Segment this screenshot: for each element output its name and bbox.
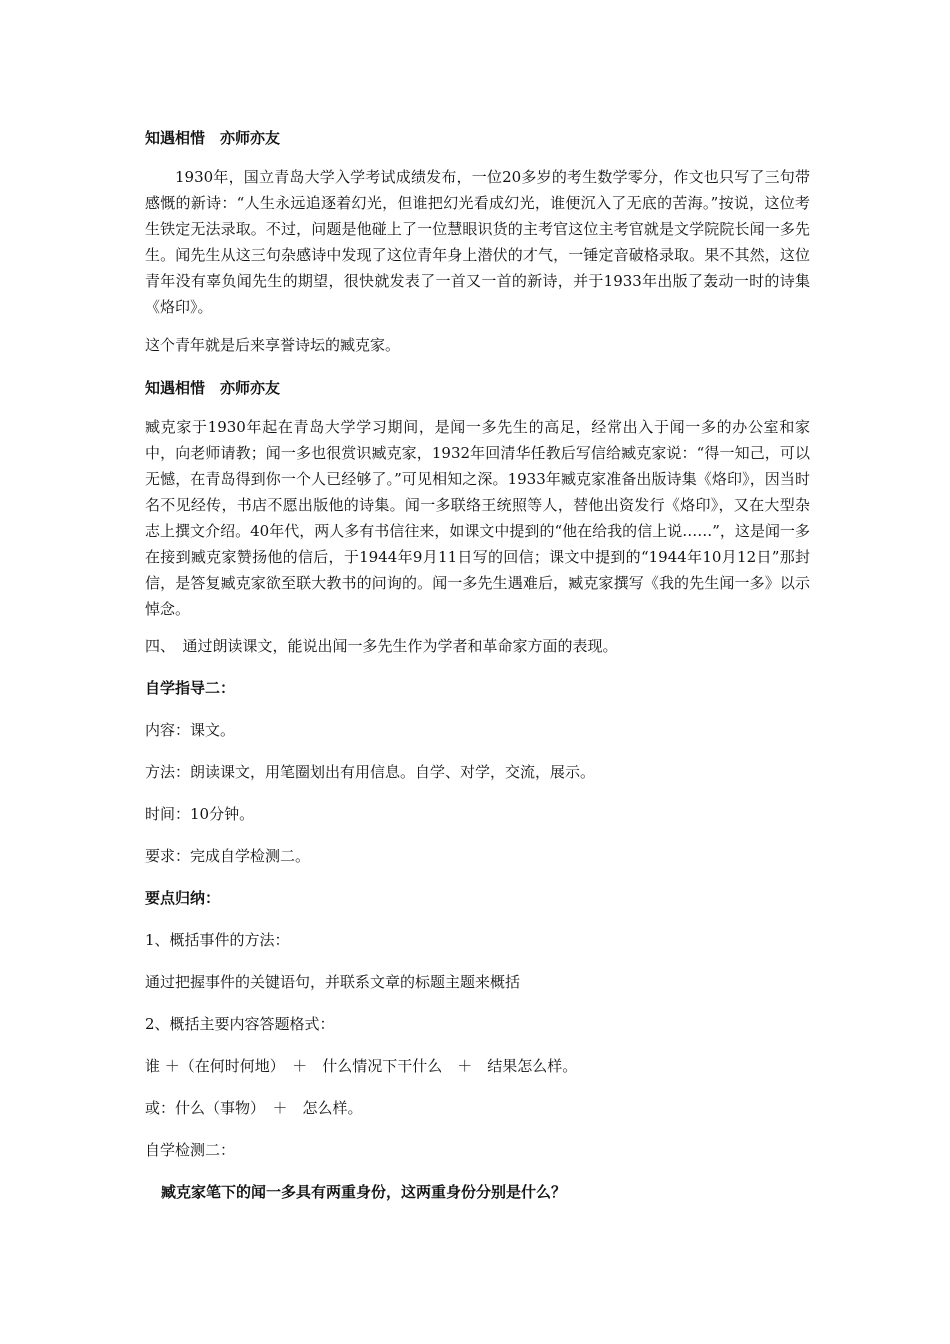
paragraph-exam-story: 1930年，国立青岛大学入学考试成绩发布，一位20多岁的考生数学零分，作文也只写了三句带感慨的新诗：“人生永远追逐着幻光，但谁把幻光看成幻光，谁便沉入了无底的苦海。”按说，这位考生铁定无法录取。不过，问题是他碰上了一位慧眼识货的主考官这位主考官就是文学院院长闻一多先生。闻先生从这三句杂感诗中发现了这位青年身上潜伏的才气，一锤定音破格录取。果不其然，这位青年没有辜负闻先生的期望，很快就发表了一首又一首的新诗，并于1933年出版了轰动一时的诗集《烙印》。 — [145, 168, 810, 316]
guide-requirement: 要求：完成自学检测二。 — [145, 847, 311, 865]
summary-formula-2: 或：什么（事物） ＋ 怎么样。 — [145, 1099, 363, 1117]
summary-point-1-title: 1、概括事件的方法： — [145, 931, 290, 949]
summary-point-1-text: 通过把握事件的关键语句，并联系文章的标题主题来概括 — [145, 973, 521, 991]
section-heading: 知遇相惜 亦师亦友 — [145, 379, 281, 397]
test-label: 自学检测二： — [145, 1141, 236, 1159]
test-question: 臧克家笔下的闻一多具有两重身份，这两重身份分别是什么？ — [161, 1183, 567, 1201]
document-page — [145, 126, 810, 1204]
objective-item-4: 四、 通过朗读课文，能说出闻一多先生作为学者和革命家方面的表现。 — [145, 637, 618, 655]
paragraph-youth-identity: 这个青年就是后来享誉诗坛的臧克家。 — [145, 336, 401, 354]
paragraph-teacher-friend: 臧克家于1930年起在青岛大学学习期间，是闻一多先生的高足，经常出入于闻一多的办公室和家中，向老师请教；闻一多也很赏识臧克家，1932年回清华任教后写信给臧克家说：“得一知己，可以无憾，在青岛得到你一个人已经够了。”可见相知之深。1933年臧克家准备出版诗集《烙印》，因当时名不见经传，书店不愿出版他的诗集。闻一多联络王统照等人，替他出资发行《烙印》，又在大型杂志上撰文介绍。40年代，两人多有书信往来，如课文中提到的“他在给我的信上说……”，这是闻一多在接到臧克家赞扬他的信后，于1944年9月11日写的回信；课文中提到的“1944年10月12日”那封信，是答复臧克家欲至联大教书的问询的。闻一多先生遇难后，臧克家撰写《我的先生闻一多》以示悼念。 — [145, 418, 810, 618]
summary-heading: 要点归纳： — [145, 889, 221, 907]
summary-formula-1: 谁 ＋（在何时何地） ＋ 什么情况下干什么 ＋ 结果怎么样。 — [145, 1057, 578, 1075]
guide-content: 内容：课文。 — [145, 721, 236, 739]
summary-point-2-title: 2、概括主要内容答题格式： — [145, 1015, 335, 1033]
guide-time: 时间：10分钟。 — [145, 805, 255, 823]
section-heading: 知遇相惜 亦师亦友 — [145, 129, 281, 147]
guide-method: 方法：朗读课文，用笔圈划出有用信息。自学、对学，交流，展示。 — [145, 763, 596, 781]
guide-heading: 自学指导二： — [145, 679, 236, 697]
